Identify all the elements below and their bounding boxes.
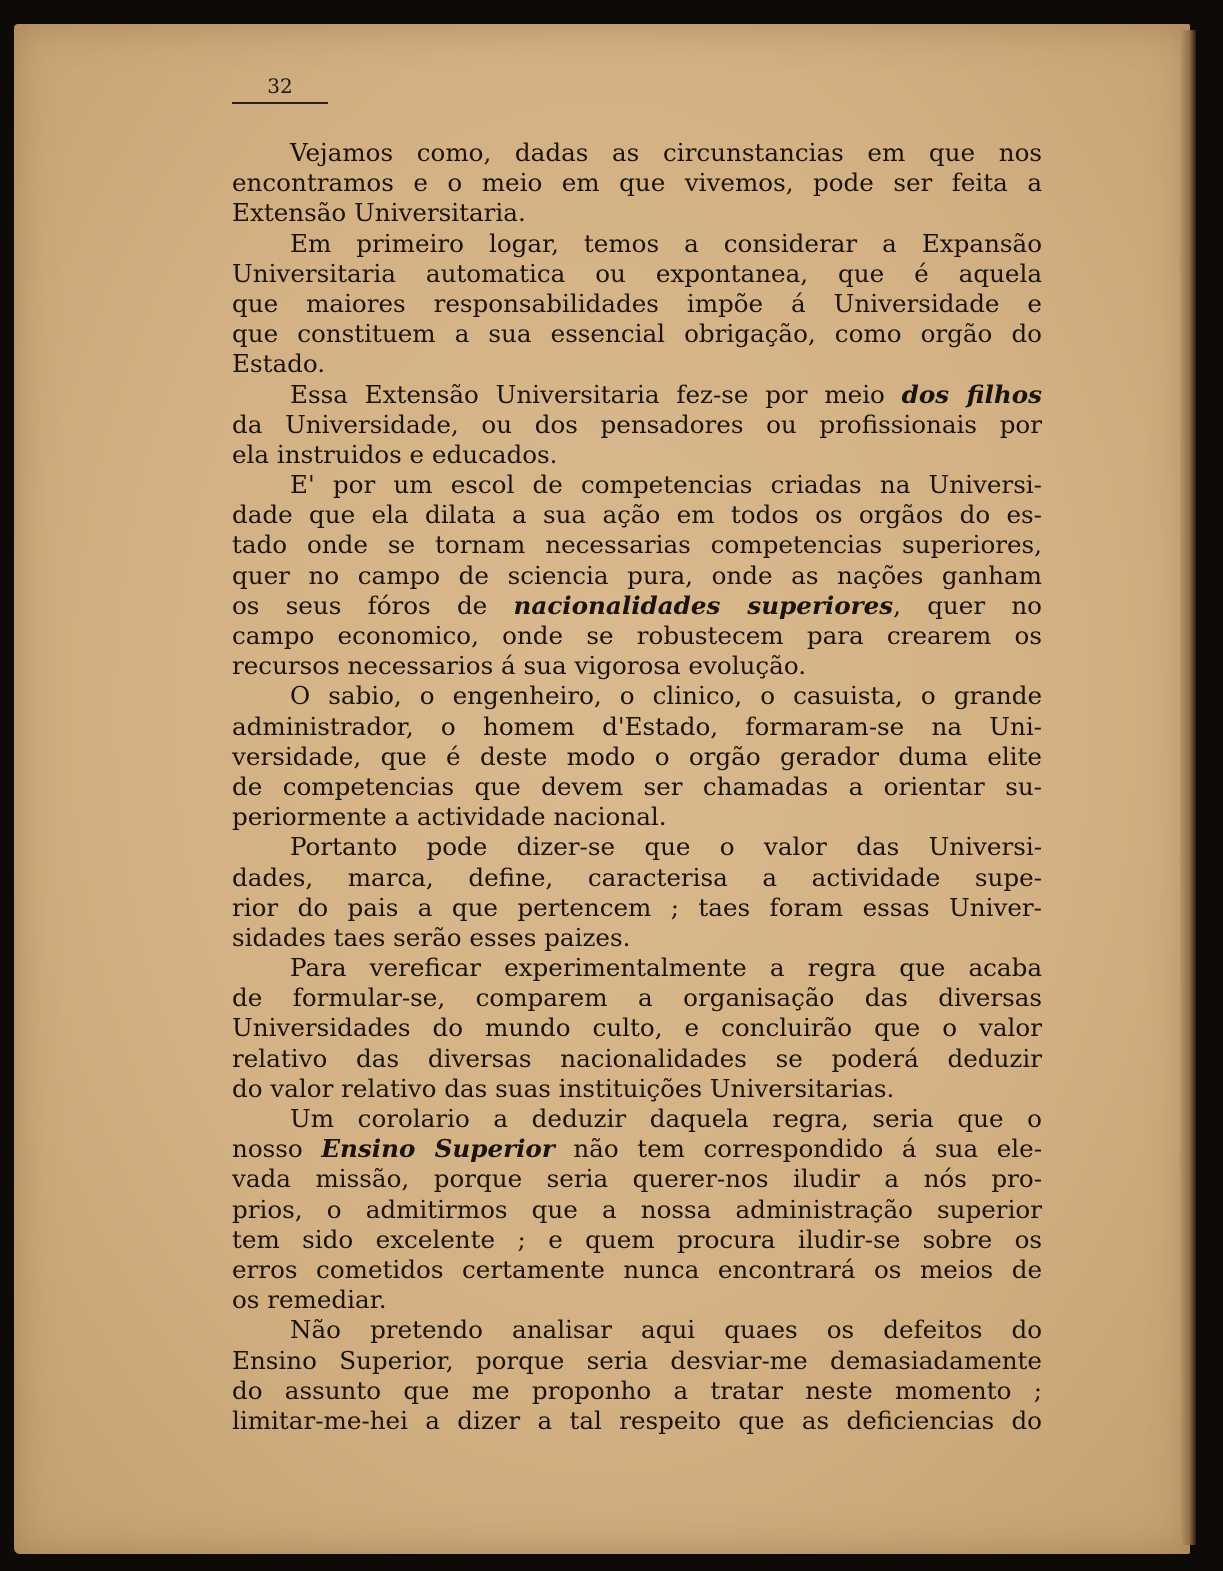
text-line: que maiores responsabilidades impõe á Universidade e xyxy=(232,288,1042,318)
text-line: Universitaria automatica ou expontanea, que é aquela xyxy=(232,258,1042,288)
text-line: Não pretendo analisar aqui quaes os defeitos do xyxy=(290,1315,1042,1345)
text-line xyxy=(232,380,1042,410)
text-line: de competencias que devem ser chamadas a orientar su- xyxy=(232,771,1042,801)
text-line: versidade, que é deste modo o orgão gerador duma elite xyxy=(232,741,1042,771)
text-line: do assunto que me proponho a tratar neste momento ; xyxy=(232,1375,1042,1405)
text-line: periormente a actividade nacional. xyxy=(232,802,667,832)
text-line: que constituem a sua essencial obrigação, como orgão do xyxy=(232,319,1042,349)
italic-text: dos filhos xyxy=(901,379,1042,409)
text-line: Um corolario a deduzir daquela regra, seria que o xyxy=(290,1104,1042,1133)
text-run: Essa Extensão Universitaria fez-se por meio xyxy=(290,379,902,409)
text-line: encontramos e o meio em que vivemos, pode ser feita a xyxy=(232,168,1042,198)
page-number: 32 xyxy=(267,74,293,98)
page-number-rule xyxy=(232,102,328,104)
text-line: rior do pais a que pertencem ; taes foram essas Univer- xyxy=(232,892,1042,922)
text-line: Estado. xyxy=(232,349,326,379)
text-line: Universidades do mundo culto, e concluirão que o valor xyxy=(232,1013,1042,1043)
text-line: ela instruidos e educados. xyxy=(232,439,558,469)
text-line: tem sido excelente ; e quem procura iludir-se sobre os xyxy=(232,1224,1042,1254)
text-line: os remediar. xyxy=(232,1285,387,1315)
text-line: Ensino Superior, porque seria desviar-me demasiadamente xyxy=(232,1345,1042,1375)
text-line: Para vereficar experimentalmente a regra que acaba xyxy=(290,953,1042,983)
text-run: nosso xyxy=(232,1134,322,1164)
text-line xyxy=(232,591,1042,621)
text-line: dades, marca, define, caracterisa a actividade supe- xyxy=(232,862,1042,892)
text-line: relativo das diversas nacionalidades se poderá deduzir xyxy=(232,1043,1042,1073)
text-line: tado onde se tornam necessarias competencias superiores, xyxy=(232,530,1042,560)
text-line: limitar-me-hei a dizer a tal respeito que as deficiencias do xyxy=(232,1405,1042,1435)
text-line: O sabio, o engenheiro, o clinico, o casuista, o grande xyxy=(290,681,1042,711)
text-line: Extensão Universitaria. xyxy=(232,198,526,228)
text-line: do valor relativo das suas instituições Universitarias. xyxy=(232,1073,895,1103)
text-run: os seus fóros de xyxy=(232,590,514,620)
text-line: Em primeiro logar, temos a considerar a Expansão xyxy=(290,228,1042,258)
body-text xyxy=(232,138,1042,1436)
text-line xyxy=(232,1134,1042,1164)
text-line: sidades taes serão esses paizes. xyxy=(232,922,631,952)
text-line: de formular-se, comparem a organisação das diversas xyxy=(232,983,1042,1013)
text-line: Portanto pode dizer-se que o valor das Universi- xyxy=(290,832,1042,862)
text-line: campo economico, onde se robustecem para crearem os xyxy=(232,621,1042,650)
text-run: não tem correspondido á sua ele- xyxy=(554,1134,1043,1164)
page-edge xyxy=(1180,30,1196,1545)
text-line: Vejamos como, dadas as circunstancias em que nos xyxy=(290,138,1042,167)
text-line: dade que ela dilata a sua ação em todos os orgãos do es- xyxy=(232,500,1042,530)
italic-text: Ensino Superior xyxy=(321,1134,555,1164)
text-line: da Universidade, ou dos pensadores ou profissionais por xyxy=(232,409,1042,439)
text-line: prios, o admitirmos que a nossa administração superior xyxy=(232,1194,1042,1224)
text-line: administrador, o homem d'Estado, formaram-se na Uni- xyxy=(232,711,1042,741)
text-line: quer no campo de sciencia pura, onde as nações ganham xyxy=(232,560,1042,590)
text-line: E' por um escol de competencias criadas na Universi- xyxy=(290,470,1042,500)
italic-text: nacionalidades superiores xyxy=(513,590,894,620)
text-line: vada missão, porque seria querer-nos iludir a nós pro- xyxy=(232,1164,1042,1194)
text-run: , quer no xyxy=(893,590,1042,620)
text-line: recursos necessarios á sua vigorosa evolução. xyxy=(232,651,807,681)
text-line: erros cometidos certamente nunca encontrará os meios de xyxy=(232,1254,1042,1284)
